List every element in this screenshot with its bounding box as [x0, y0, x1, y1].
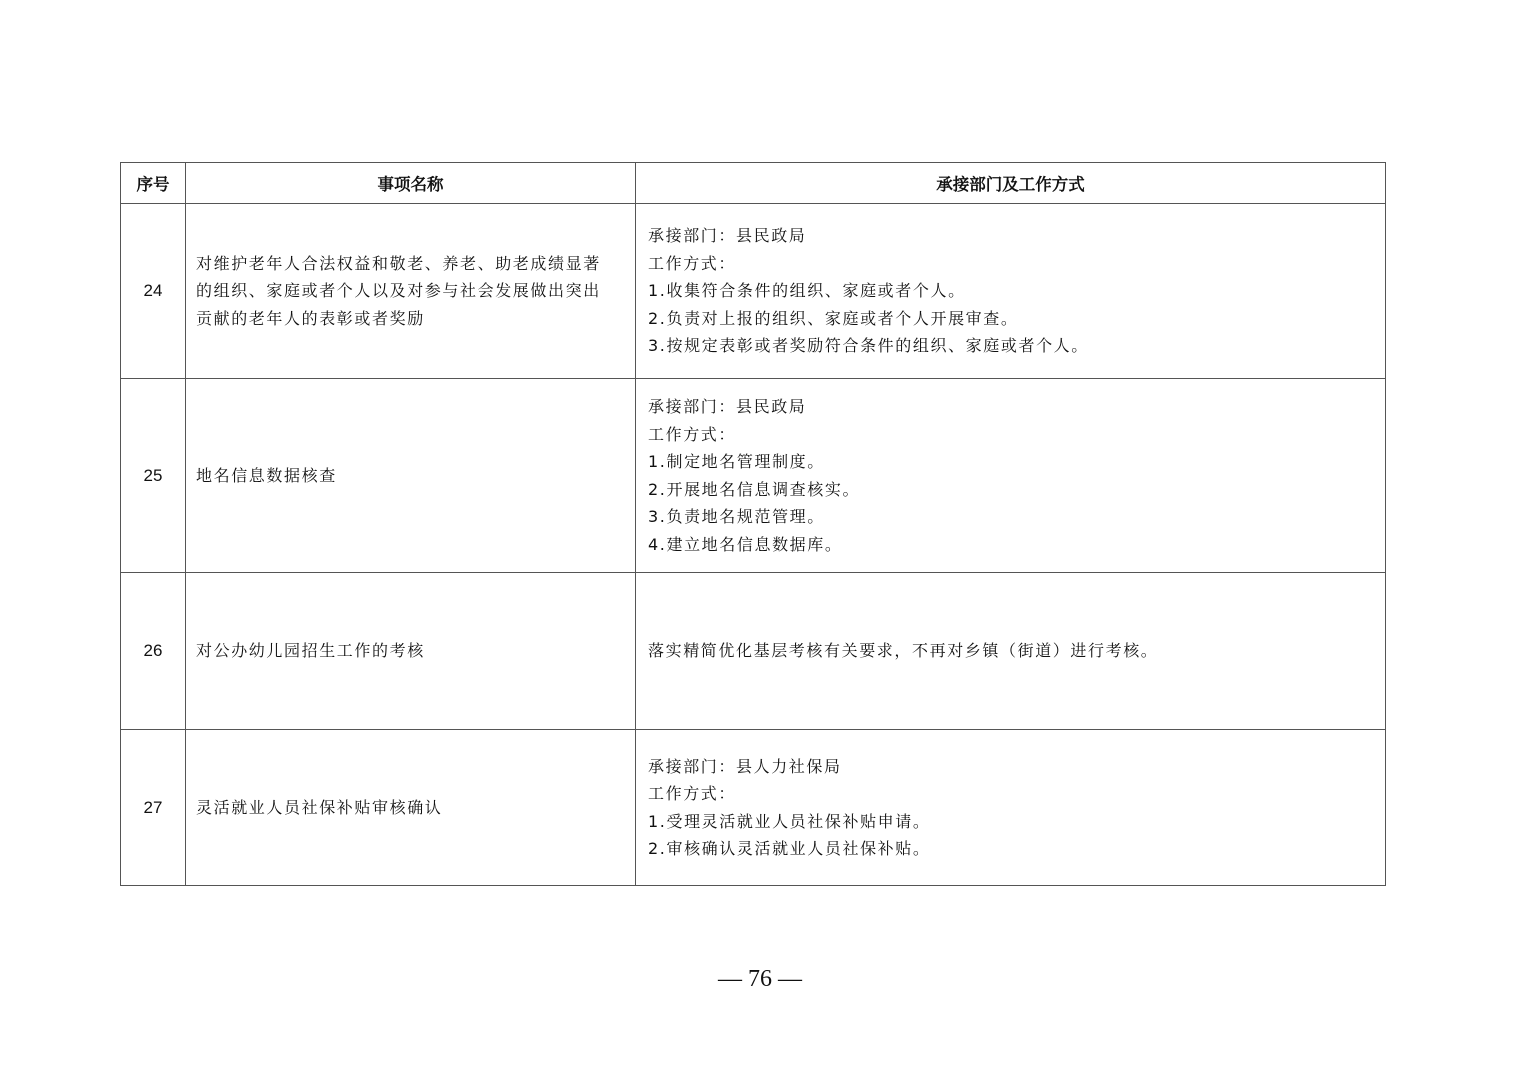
work-method-step: 2.开展地名信息调查核实。	[648, 479, 861, 499]
table-row	[121, 204, 1386, 379]
assessment-note: 落实精简优化基层考核有关要求，不再对乡镇（街道）进行考核。	[648, 641, 1159, 661]
work-method-step: 2.负责对上报的组织、家庭或者个人开展审查。	[648, 308, 1019, 328]
row-matter-name	[186, 730, 636, 886]
matter-name-line: 对公办幼儿园招生工作的考核	[196, 641, 425, 661]
work-method-step: 2.审核确认灵活就业人员社保补贴。	[648, 839, 931, 858]
work-method-step: 1.收集符合条件的组织、家庭或者个人。	[648, 281, 966, 301]
work-method-label: 工作方式：	[648, 424, 737, 444]
row-department-method	[636, 573, 1386, 730]
matters-table	[120, 162, 1386, 886]
row-department-method	[636, 204, 1386, 379]
row-matter-name	[186, 204, 636, 379]
row-department-method	[636, 379, 1386, 573]
row-serial-number: 26	[121, 573, 186, 730]
row-serial-number: 25	[121, 379, 186, 573]
work-method-step: 3.按规定表彰或者奖励符合条件的组织、家庭或者个人。	[648, 336, 1089, 356]
work-method-label: 工作方式：	[648, 784, 737, 803]
row-matter-name	[186, 379, 636, 573]
table-row	[121, 573, 1386, 730]
matter-name-line: 的组织、家庭或者个人以及对参与社会发展做出突出	[196, 281, 601, 301]
page-number: — 76 —	[718, 966, 802, 992]
matter-name-line: 灵活就业人员社保补贴审核确认	[196, 797, 443, 817]
matter-name-line: 地名信息数据核查	[196, 465, 337, 485]
work-method-step: 4.建立地名信息数据库。	[648, 534, 843, 554]
work-method-step: 1.制定地名管理制度。	[648, 452, 825, 471]
work-method-step: 3.负责地名规范管理。	[648, 507, 825, 526]
work-method-label: 工作方式：	[648, 253, 737, 273]
department-line: 承接部门：县人力社保局	[648, 756, 842, 776]
row-serial-number: 24	[121, 204, 186, 379]
department-line: 承接部门：县民政局	[648, 397, 807, 416]
header-matter-name: 事项名称	[186, 163, 636, 204]
table-row	[121, 730, 1386, 886]
matter-name-line: 对维护老年人合法权益和敬老、养老、助老成绩显著	[196, 253, 601, 273]
table-row	[121, 379, 1386, 573]
row-department-method	[636, 730, 1386, 886]
header-department-and-method: 承接部门及工作方式	[636, 163, 1386, 204]
matter-name-line: 贡献的老年人的表彰或者奖励	[196, 308, 425, 328]
row-matter-name	[186, 573, 636, 730]
row-serial-number: 27	[121, 730, 186, 886]
work-method-step: 1.受理灵活就业人员社保补贴申请。	[648, 811, 931, 831]
table-header-row	[121, 163, 1386, 204]
header-serial-number: 序号	[121, 163, 186, 204]
department-line: 承接部门：县民政局	[648, 226, 807, 246]
